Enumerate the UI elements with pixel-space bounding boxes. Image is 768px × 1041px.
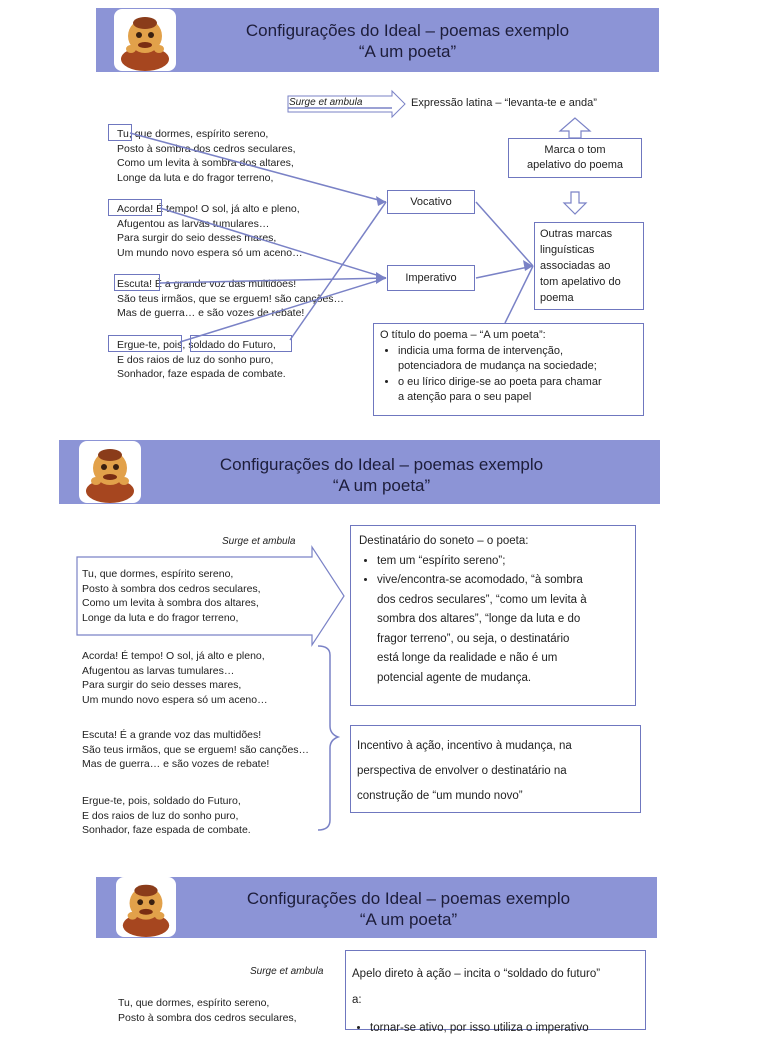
slide3-banner bbox=[96, 877, 657, 938]
slide2-poem-stanza1: Tu, que dormes, espírito sereno, Posto à sombra dos cedros seculares, Como um levita à sombra dos altares, Longe da luta e do fragor terreno, bbox=[82, 568, 261, 624]
titulo-poema-box: O título do poema – “A um poeta”: • indicia uma forma de intervenção, potenciadora de mudança na sociedade; • o eu lírico dirige-se ao poeta para chamar a atenção para o seu papel bbox=[373, 323, 644, 416]
marca-tom-box: Marca o tom apelativo do poema bbox=[508, 138, 642, 178]
vocativo-box: Vocativo bbox=[387, 190, 475, 214]
slide2-poem-stanza3: Escuta! É a grande voz das multidões! São teus irmãos, que se erguem! são canções… Mas de guerra… e são vozes de rebate! bbox=[82, 729, 310, 771]
slide1-surge-label: Surge et ambula bbox=[289, 97, 363, 108]
slide1-poem-stanza2: Acorda! É tempo! O sol, já alto e pleno, Afugentou as larvas tumulares… Para surgir do seio desses mares, Um mundo novo espera só um aceno… bbox=[117, 203, 303, 259]
incentivo-box: Incentivo à ação, incentivo à mudança, na perspectiva de envolver o destinatário na construção de “um mundo novo” bbox=[350, 725, 641, 813]
slide1-poem-stanza3: Escuta! É a grande voz das multidões! São teus irmãos, que se erguem! são canções… Mas de guerra… e são vozes de rebate! bbox=[117, 278, 345, 320]
outras-marcas-box: Outras marcas linguísticas associadas ao tom apelativo do poema bbox=[534, 222, 644, 310]
imperativo-box: Imperativo bbox=[387, 265, 475, 291]
slide1-expressao: Expressão latina – “levanta-te e anda” bbox=[411, 97, 597, 109]
slide1-poem-stanza1: Tu, que dormes, espírito sereno, Posto à sombra dos cedros seculares, Como um levita à sombra dos altares, Longe da luta e do fragor terreno, bbox=[117, 128, 296, 184]
apelo-box: Apelo direto à ação – incita o “soldado do futuro” a: • tornar-se ativo, por isso utiliza o imperativo bbox=[345, 950, 646, 1030]
slide1-poem-stanza4: Ergue-te, pois, soldado do Futuro, E dos raios de luz do sonho puro, Sonhador, faze espada de combate. bbox=[117, 339, 286, 381]
slide2-poem-stanza2: Acorda! É tempo! O sol, já alto e pleno, Afugentou as larvas tumulares… Para surgir do seio desses mares, Um mundo novo espera só um aceno… bbox=[82, 650, 268, 706]
slide3-poem-stanza1: Tu, que dormes, espírito sereno, Posto à sombra dos cedros seculares, bbox=[118, 997, 297, 1024]
slide2-title: Configurações do Ideal – poemas exemplo “A um poeta” bbox=[219, 455, 544, 495]
destinatario-box: Destinatário do soneto – o poeta: • tem um “espírito sereno”; • vive/encontra-se acomodado, “à sombra dos cedros seculares”, “como um levita à sombra dos altares”, “longe da luta e do fragor terreno”, ou seja, o destinatário está longe da realidade e não é um potencial agente de mudança. bbox=[350, 525, 636, 706]
slide3-surge-label: Surge et ambula bbox=[250, 966, 324, 977]
slide2-surge-label: Surge et ambula bbox=[222, 536, 296, 547]
slide1-title: Configurações do Ideal – poemas exemplo “A um poeta” bbox=[245, 21, 570, 61]
slide2-poem-stanza4: Ergue-te, pois, soldado do Futuro, E dos raios de luz do sonho puro, Sonhador, faze espada de combate. bbox=[82, 795, 251, 837]
slide3-title: Configurações do Ideal – poemas exemplo “A um poeta” bbox=[246, 889, 571, 929]
